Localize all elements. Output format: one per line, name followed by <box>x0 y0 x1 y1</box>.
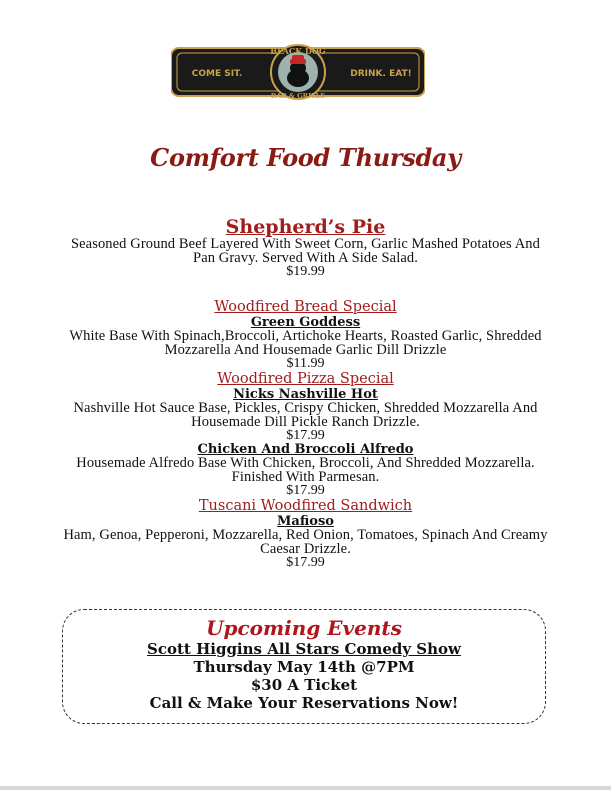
logo-top-text: BLACK DOG <box>270 46 326 56</box>
event-ticket-price: $30 A Ticket <box>250 676 358 694</box>
feature-price: $19.99 <box>286 264 325 279</box>
bread-desc-line-2: Mozzarella And Housemade Garlic Dill Drizzle <box>164 341 447 358</box>
specials-menu <box>20 216 591 570</box>
logo-right-text: DRINK. EAT! <box>350 69 412 79</box>
feature-title: Shepherd’s Pie <box>225 216 386 238</box>
pizza-price: $17.99 <box>286 428 325 443</box>
sandwich-price: $17.99 <box>286 555 325 570</box>
logo-bottom-text: BAR & GRILLE <box>270 92 326 100</box>
bread-item-name: Green Goddess <box>250 315 361 330</box>
pizza-desc-line-1: Nashville Hot Sauce Base, Pickles, Crispy Chicken, Shredded Mozzarella And <box>73 400 538 416</box>
bread-price: $11.99 <box>286 356 325 371</box>
pizza-section-title: Woodfired Pizza Special <box>217 371 394 387</box>
sandwich-desc-line-1: Ham, Genoa, Pepperoni, Mozzarella, Red Onion, Tomatoes, Spinach And Creamy <box>63 527 548 543</box>
feature-desc-line-1: Seasoned Ground Beef Layered With Sweet Corn, Garlic Mashed Potatoes And <box>70 236 541 252</box>
black-dog-logo <box>171 44 425 100</box>
bread-desc-line-1: White Base With Spinach,Broccoli, Artichoke Hearts, Roasted Garlic, Shredded <box>69 328 542 344</box>
sandwich-desc-line-2: Caesar Drizzle. <box>260 540 351 557</box>
pizza-item-name: Nicks Nashville Hot <box>233 387 378 402</box>
events-title: Upcoming Events <box>206 616 402 640</box>
upcoming-events-box <box>62 609 546 724</box>
feature-desc-line-2: Pan Gravy. Served With A Side Salad. <box>193 249 418 266</box>
event-call-to-action: Call & Make Your Reservations Now! <box>149 694 459 712</box>
event-date: Thursday May 14th @7PM <box>193 658 415 676</box>
sandwich-item-name: Mafioso <box>277 514 334 529</box>
alfredo-item-name: Chicken And Broccoli Alfredo <box>197 442 414 457</box>
event-name: Scott Higgins All Stars Comedy Show <box>147 640 461 658</box>
alfredo-desc-line-1: Housemade Alfredo Base With Chicken, Broccoli, And Shredded Mozzarella. <box>76 455 535 471</box>
page-title: Comfort Food Thursday <box>150 143 461 172</box>
alfredo-price: $17.99 <box>286 483 325 498</box>
alfredo-desc-line-2: Finished With Parmesan. <box>231 468 380 485</box>
pizza-desc-line-2: Housemade Dill Pickle Ranch Drizzle. <box>191 413 420 430</box>
bottom-divider <box>0 786 611 790</box>
bread-section-title: Woodfired Bread Special <box>214 299 397 315</box>
sandwich-section-title: Tuscani Woodfired Sandwich <box>198 498 413 514</box>
logo-left-text: COME SIT. <box>191 69 243 79</box>
